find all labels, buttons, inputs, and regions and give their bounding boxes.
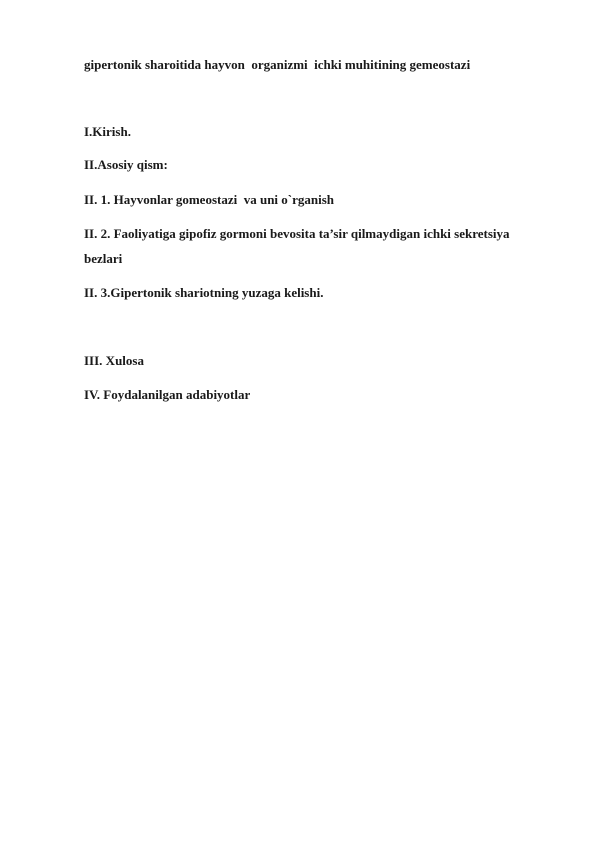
toc-item-section-2-1: II. 1. Hayvonlar gomeostazi va uni o`rganish bbox=[84, 192, 335, 207]
toc-item-section-2-3: II. 3.Gipertonik shariotning yuzaga kelishi. bbox=[84, 285, 324, 300]
toc-item-main-part: II.Asosiy qism: bbox=[84, 157, 168, 172]
toc-item-section-2-2-continuation: bezlari bbox=[84, 251, 123, 266]
document-title: gipertonik sharoitida hayvon organizmi ichki muhitining gemeostazi bbox=[84, 57, 471, 72]
toc-item-section-2-2: II. 2. Faoliyatiga gipofiz gormoni bevosita ta’sir qilmaydigan ichki sekretsiya bbox=[84, 226, 510, 241]
toc-item-references: IV. Foydalanilgan adabiyotlar bbox=[84, 387, 251, 402]
toc-item-conclusion: III. Xulosa bbox=[84, 353, 144, 368]
toc-item-introduction: I.Kirish. bbox=[84, 124, 131, 139]
